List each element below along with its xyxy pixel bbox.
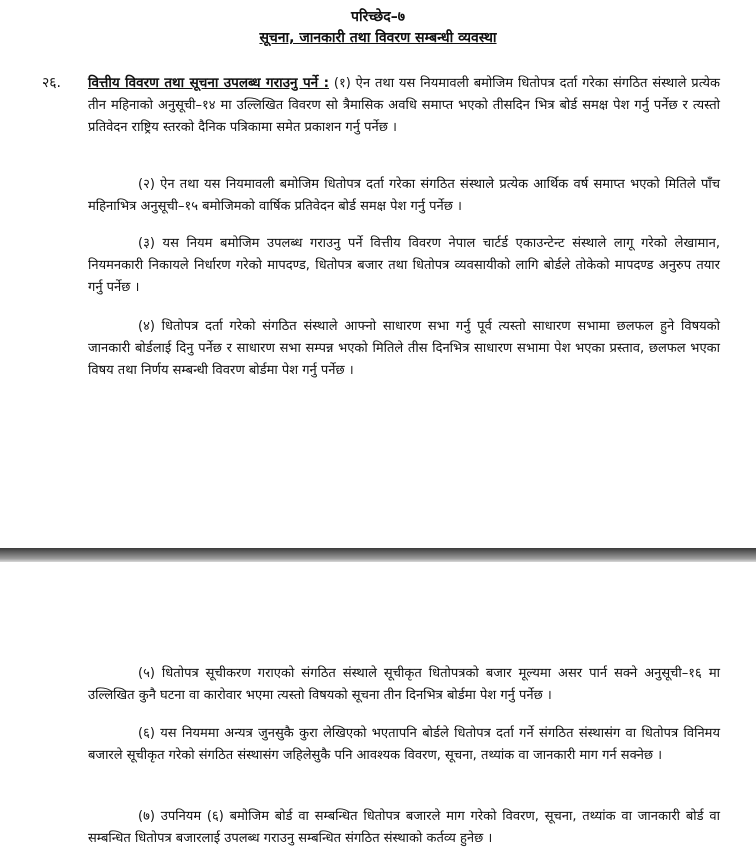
rule-paragraph-5: (५) धितोपत्र सूचीकरण गराएको संगठित संस्थाले सूचीकृत धितोपत्रको बजार मूल्यमा असर पार्न सक्ने अनुसूची–१६ मा उल्लिखित कुनै घटना वा कारोवार भएमा त्यस्तो विषयको सूचना तीन दिनभित्र बोर्डमा पेश गर्नु पर्नेछ । <box>88 666 720 703</box>
chapter-title <box>0 30 756 47</box>
page-separator <box>0 548 756 562</box>
chapter-title-text: सूचना, जानकारी तथा विवरण सम्बन्धी व्यवस्था <box>259 30 497 46</box>
rule-paragraph-6: (६) यस नियममा अन्यत्र जुनसुकै कुरा लेखिएको भएतापनि बोर्डले धितोपत्र दर्ता गर्ने संगठित संस्थासंग वा धितोपत्र विनिमय बजारले सूचीकृत गरेको संगठित संस्थासंग जहिलेसुकै पनि आवश्यक विवरण, सूचना, तथ्यांक वा जानकारी माग गर्न सक्नेछ । <box>88 726 720 763</box>
rule-paragraph-1 <box>88 72 720 139</box>
rule-paragraph-1-text: (१) ऐन तथा यस नियमावली बमोजिम धितोपत्र दर्ता गरेका संगठित संस्थाले प्रत्येक तीन महिनाको अनुसूची–१४ मा उल्लिखित विवरण सो त्रैमासिक अवधि समाप्त भएको तीसदिन भित्र बोर्ड समक्ष पेश गर्नु पर्नेछ र त्यस्तो प्रतिवेदन राष्ट्रिय स्तरको दैनिक पत्रिकामा समेत प्रकाशन गर्नु पर्नेछ । <box>88 76 720 135</box>
rule-paragraph-4: (४) धितोपत्र दर्ता गरेको संगठित संस्थाले आफ्नो साधारण सभा गर्नु पूर्व त्यस्तो साधारण सभामा छलफल हुने विषयको जानकारी बोर्डलाई दिनु पर्नेछ र साधारण सभा सम्पन्न भएको मितिले तीस दिनभित्र साधारण सभामा पेश भएका प्रस्ताव, छलफल भएका विषय तथा निर्णय सम्बन्धी विवरण बोर्डमा पेश गर्नु पर्नेछ । <box>88 319 720 378</box>
rule-title: वित्तीय विवरण तथा सूचना उपलब्ध गराउनु पर्ने : <box>88 75 329 91</box>
rule-paragraph-2: (२) ऐन तथा यस नियमावली बमोजिम धितोपत्र दर्ता गरेका संगठित संस्थाले प्रत्येक आर्थिक वर्ष समाप्त भएको मितिले पाँच महिनाभित्र अनुसूची–१५ बमोजिमको वार्षिक प्रतिवेदन बोर्ड समक्ष पेश गर्नु पर्नेछ । <box>88 177 720 214</box>
chapter-heading: परिच्छेद–७ <box>351 9 405 25</box>
rule-paragraph-7: (७) उपनियम (६) बमोजिम बोर्ड वा सम्बन्धित धितोपत्र बजारले माग गरेको विवरण, सूचना, तथ्यांक वा जानकारी बोर्ड वा सम्बन्धित धितोपत्र बजारलाई उपलब्ध गराउनु सम्बन्धित संगठित संस्थाको कर्तव्य हुनेछ । <box>88 809 720 846</box>
rule-paragraph-3: (३) यस नियम बमोजिम उपलब्ध गराउनु पर्ने वित्तीय विवरण नेपाल चार्टर्ड एकाउन्टेन्ट संस्थाले लागू गरेको लेखामान, नियमनकारी निकायले निर्धारण गरेको मापदण्ड, धितोपत्र बजार तथा धितोपत्र व्यवसायीको लागि बोर्डले तोकेको मापदण्ड अनुरुप तयार गर्नु पर्नेछ । <box>88 236 720 295</box>
rule-number: २६. <box>42 75 62 91</box>
